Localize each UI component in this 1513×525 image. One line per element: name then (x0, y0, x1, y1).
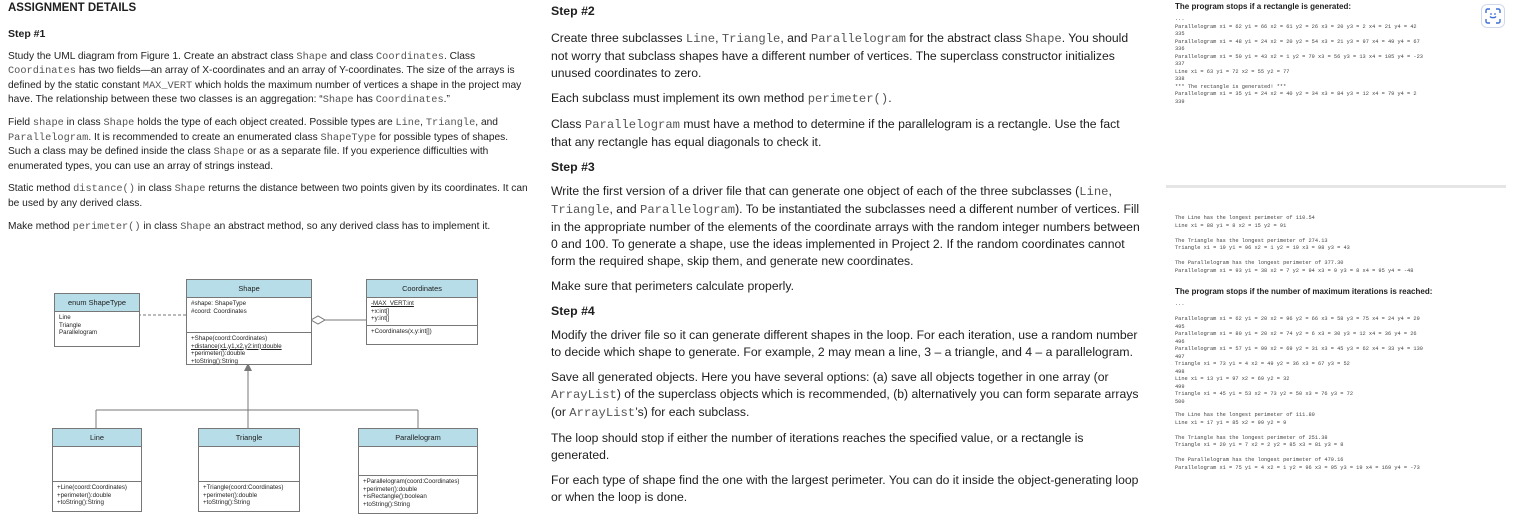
assignment-title: ASSIGNMENT DETAILS (8, 2, 137, 14)
inline-code: Triangle (425, 116, 476, 129)
uml-line-fields (53, 447, 141, 482)
uml-member: +y:int[] (371, 315, 390, 322)
inline-code: ShapeType (320, 131, 377, 144)
uml-member: +Line(coord:Coordinates) (57, 484, 127, 491)
step4-paragraph-4: For each type of shape find the one with the largest perimeter. You can do it inside the object-generating loop or when the loop is done. (551, 473, 1139, 504)
inline-code: Triangle (551, 203, 610, 217)
uml-class-line (52, 428, 142, 512)
inline-code: Triangle (721, 32, 781, 46)
uml-class-triangle (198, 428, 300, 512)
uml-member: +distance(x1,y1,x2,y2:int):double (191, 342, 282, 350)
uml-parallelogram-title: Parallelogram (359, 429, 477, 447)
inline-code: Shape (103, 116, 135, 129)
step1-paragraph-4: Make method perimeter() in class Shape an abstract method, so any derived class has to implement it. (8, 220, 491, 233)
uml-member: #coord: Coordinates (191, 307, 247, 315)
uml-class-coordinates (366, 279, 478, 345)
step3-paragraph-1: Write the first version of a driver file that can generate one object of each of the three subclasses (Line, Triangle, and Parallelogram). To be instantiated the subclasses need a different number of vertices. Fill in the appropriate number of the elements of the coordinate arrays with the random integer numbers between 0 and 100. To generate a shape, use the ideas implemented in Project 2. If the random coordinates cannot form the required shape, skip them, and generate new coordinates. (551, 184, 1140, 268)
step3-paragraph-2: Make sure that perimeters calculate properly. (551, 279, 794, 293)
uml-shape-title: Shape (187, 280, 311, 298)
uml-class-parallelogram (358, 428, 478, 514)
uml-member: +Triangle(coord:Coordinates) (203, 484, 284, 491)
uml-member: Parallelogram (59, 329, 98, 336)
assignment-column-2 (551, 0, 1141, 514)
rectangle-stop-output: ... Parallelogram x1 = 62 y1 = 66 x2 = 61 y2 = 26 x3 = 20 y3 = 2 x4 = 21 y4 = 42 335 Parallelogram x1 = 48 y1 = 24 x2 = 20 y2 = 54 x3 = 21 y3 = 97 x4 = 49 y4 = 67 336 Parallelogram x1 = 50 y1 = 43 x2 = 1 y2 = 79 x3 = 56 y3 = 13 x4 = 105 y4 = -23 337 Line x1 = 63 y1 = 72 x2 = 55 y2 = 77 338 *** The rectangle is generated! *** Parallelogram x1 = 35 y1 = 24 x2 = 40 y2 = 34 x3 = 84 y3 = 12 x4 = 79 y4 = 2 339 (1175, 16, 1423, 105)
uml-member: Triangle (59, 321, 82, 329)
uml-triangle-title: Triangle (199, 429, 299, 447)
inline-code: Parallelogram (810, 32, 906, 46)
step2-heading: Step #2 (551, 4, 595, 18)
inline-code: Parallelogram (8, 131, 89, 144)
inline-code: Shape (180, 220, 212, 233)
inline-code: Shape (322, 94, 354, 107)
uml-member: +x:int[] (371, 307, 390, 315)
uml-triangle-fields (199, 447, 299, 482)
inline-code: MAX_VERT (142, 79, 193, 92)
output-divider (1166, 185, 1506, 188)
uml-triangle-methods (199, 482, 299, 509)
inline-code: perimeter() (807, 92, 889, 106)
step2-paragraph-1: Create three subclasses Line, Triangle, and Parallelogram for the abstract class Shape. You should not worry that subclass shapes have a different number of vertices. The superclass constructor initializes unused coordinates to zero. (551, 31, 1129, 80)
step1-heading: Step #1 (8, 28, 46, 40)
inline-code: shape (32, 116, 64, 129)
uml-coordinates-methods (367, 326, 477, 338)
step2-paragraph-2: Each subclass must implement its own method perimeter(). (551, 91, 892, 106)
uml-member: -MAX_VERT:int (371, 300, 414, 307)
inline-code: Shape (296, 50, 328, 63)
rectangle-stop-longest: The Line has the longest perimeter of 110.54 Line x1 = 88 y1 = 8 x2 = 15 y2 = 91 The Triangle has the longest perimeter of 274.13 Triangle x1 = 19 y1 = 96 x2 = 1 y2 = 19 x3 = 98 y3 = 43 The Parallelogram has the longest perimeter of 377.30 Parallelogram x1 = 93 y1 = 38 x2 = 7 y2 = 94 x3 = 9 y3 = 8 x4 = 95 y4 = -48 (1175, 215, 1414, 274)
step1-paragraph-2: Field shape in class Shape holds the type of each object created. Possible types are Line, Triangle, and Parallelogram. It is recommended to create an enumerated class ShapeType for possible types of shapes. Such a class may be defined inside the class Shape or as a separate file. If you experience difficulties with enumerated types, you can use an array of strings instead. (8, 116, 509, 172)
inline-code: Line (395, 116, 421, 129)
uml-member: +perimeter():double (203, 491, 258, 499)
uml-member: +Shape(coord:Coordinates) (191, 335, 268, 342)
step4-paragraph-3: The loop should stop if either the number of iterations reaches the specified value, or a rectangle is generated. (551, 431, 1084, 462)
step4-paragraph-1: Modify the driver file so it can generate different shapes in the loop. For each iteration, use a random number to decide which shape to generate. For example, 2 may mean a line, 3 – a triangle, and 4 – a parallelogram. (551, 328, 1138, 359)
uml-member: +Parallelogram(coord:Coordinates) (363, 478, 460, 485)
uml-member: +toString():String (363, 500, 410, 508)
inline-code: Coordinates (375, 94, 444, 107)
uml-member: #shape: ShapeType (191, 300, 247, 307)
step3-heading: Step #3 (551, 160, 595, 174)
inline-code: Line (1079, 185, 1109, 199)
uml-shape-fields (187, 298, 311, 333)
step2-paragraph-3: Class Parallelogram must have a method to determine if the parallelogram is a rectangle. Use the fact that any rectangle has equal diagonals to check it. (551, 117, 1120, 149)
uml-parallelogram-methods (359, 476, 477, 510)
text-scan-icon (1485, 8, 1501, 24)
step1-paragraph-3: Static method distance() in class Shape returns the distance between two points given by its coordinates. It can be used by any derived class. (8, 183, 528, 209)
inline-code: Coordinates (376, 50, 444, 63)
uml-member: +Coordinates(x,y:int[]) (371, 328, 432, 335)
uml-member: +isRectangle():boolean (363, 493, 427, 500)
step4-heading: Step #4 (551, 304, 595, 318)
inline-code: Shape (213, 146, 245, 159)
uml-enum-shapetype (54, 293, 140, 347)
uml-class-shape (186, 279, 312, 365)
uml-member: Line (59, 314, 71, 321)
max-iterations-heading: The program stops if the number of maximum iterations is reached: (1175, 287, 1433, 296)
uml-shape-methods (187, 333, 311, 367)
inline-code: Shape (1025, 32, 1062, 46)
uml-member: +perimeter():double (363, 485, 418, 493)
inline-code: ArrayList (569, 406, 636, 420)
uml-coordinates-title: Coordinates (367, 280, 477, 298)
rectangle-stop-heading: The program stops if a rectangle is generated: (1175, 2, 1352, 11)
uml-enum-values (55, 312, 139, 339)
inline-code: Coordinates (8, 65, 76, 78)
uml-line-title: Line (53, 429, 141, 447)
inline-code: Shape (174, 183, 206, 196)
inline-code: distance() (73, 183, 135, 196)
max-iterations-longest: The Line has the longest perimeter of 111.80 Line x1 = 17 y1 = 85 x2 = 99 y2 = 9 The Triangle has the longest perimeter of 251.38 Triangle x1 = 20 y1 = 7 x2 = 2 y2 = 85 x3 = 81 y3 = 8 The Parallelogram has the longest perimeter of 479.16 Parallelogram x1 = 75 y1 = 4 x2 = 1 y2 = 96 x3 = 95 y3 = 19 x4 = 169 y4 = -73 (1175, 412, 1420, 471)
inline-code: Parallelogram (584, 118, 680, 132)
uml-diagram (0, 0, 540, 525)
uml-member: +toString():String (191, 357, 238, 365)
uml-member: +perimeter():double (57, 491, 112, 499)
inline-code: ArrayList (551, 388, 617, 402)
inline-code: perimeter() (72, 220, 141, 233)
uml-member: +perimeter():double (191, 350, 246, 357)
uml-member: +toString():String (57, 499, 104, 506)
inline-code: Line (685, 32, 716, 46)
text-scan-button[interactable] (1481, 4, 1505, 28)
uml-line-methods (53, 482, 141, 509)
uml-parallelogram-fields (359, 447, 477, 476)
uml-coordinates-fields (367, 298, 477, 326)
uml-member: +toString():String (203, 499, 250, 506)
step4-paragraph-2: Save all generated objects. Here you have several options: (a) save all objects together in one array (or ArrayList) of the superclass objects which is recommended, (b) alternatively you can form separate arrays (or ArrayList’s) for each subclass. (551, 370, 1139, 420)
max-iterations-output: ... Parallelogram x1 = 62 y1 = 20 x2 = 96 y2 = 66 x3 = 58 y3 = 75 x4 = 24 y4 = 29 495 Parallelogram x1 = 80 y1 = 20 x2 = 74 y2 = 6 x3 = 30 y3 = 12 x4 = 36 y4 = 26 496 Parallelogram x1 = 57 y1 = 99 x2 = 69 y2 = 31 x3 = 45 y3 = 62 x4 = 33 y4 = 130 497 Triangle x1 = 73 y1 = 4 x2 = 49 y2 = 36 x3 = 67 y3 = 52 498 Line x1 = 13 y1 = 97 x2 = 69 y2 = 32 499 Triangle x1 = 45 y1 = 53 x2 = 73 y2 = 50 x3 = 76 y3 = 72 500 (1175, 301, 1423, 405)
step1-paragraph-1: Study the UML diagram from Figure 1. Create an abstract class Shape and class Coordinates. Class Coordinates has two fields—an array of X-coordinates and an array of Y-coordinates. The size of the arrays is defined by the static constant MAX_VERT which holds the maximum number of vertices a shape in the project may have. The relationship between these two classes is an aggregation: “Shape has Coordinates.” (8, 50, 522, 107)
uml-enum-title: enum ShapeType (55, 294, 139, 312)
inline-code: Parallelogram (640, 203, 736, 217)
sample-output-column (1175, 0, 1505, 472)
